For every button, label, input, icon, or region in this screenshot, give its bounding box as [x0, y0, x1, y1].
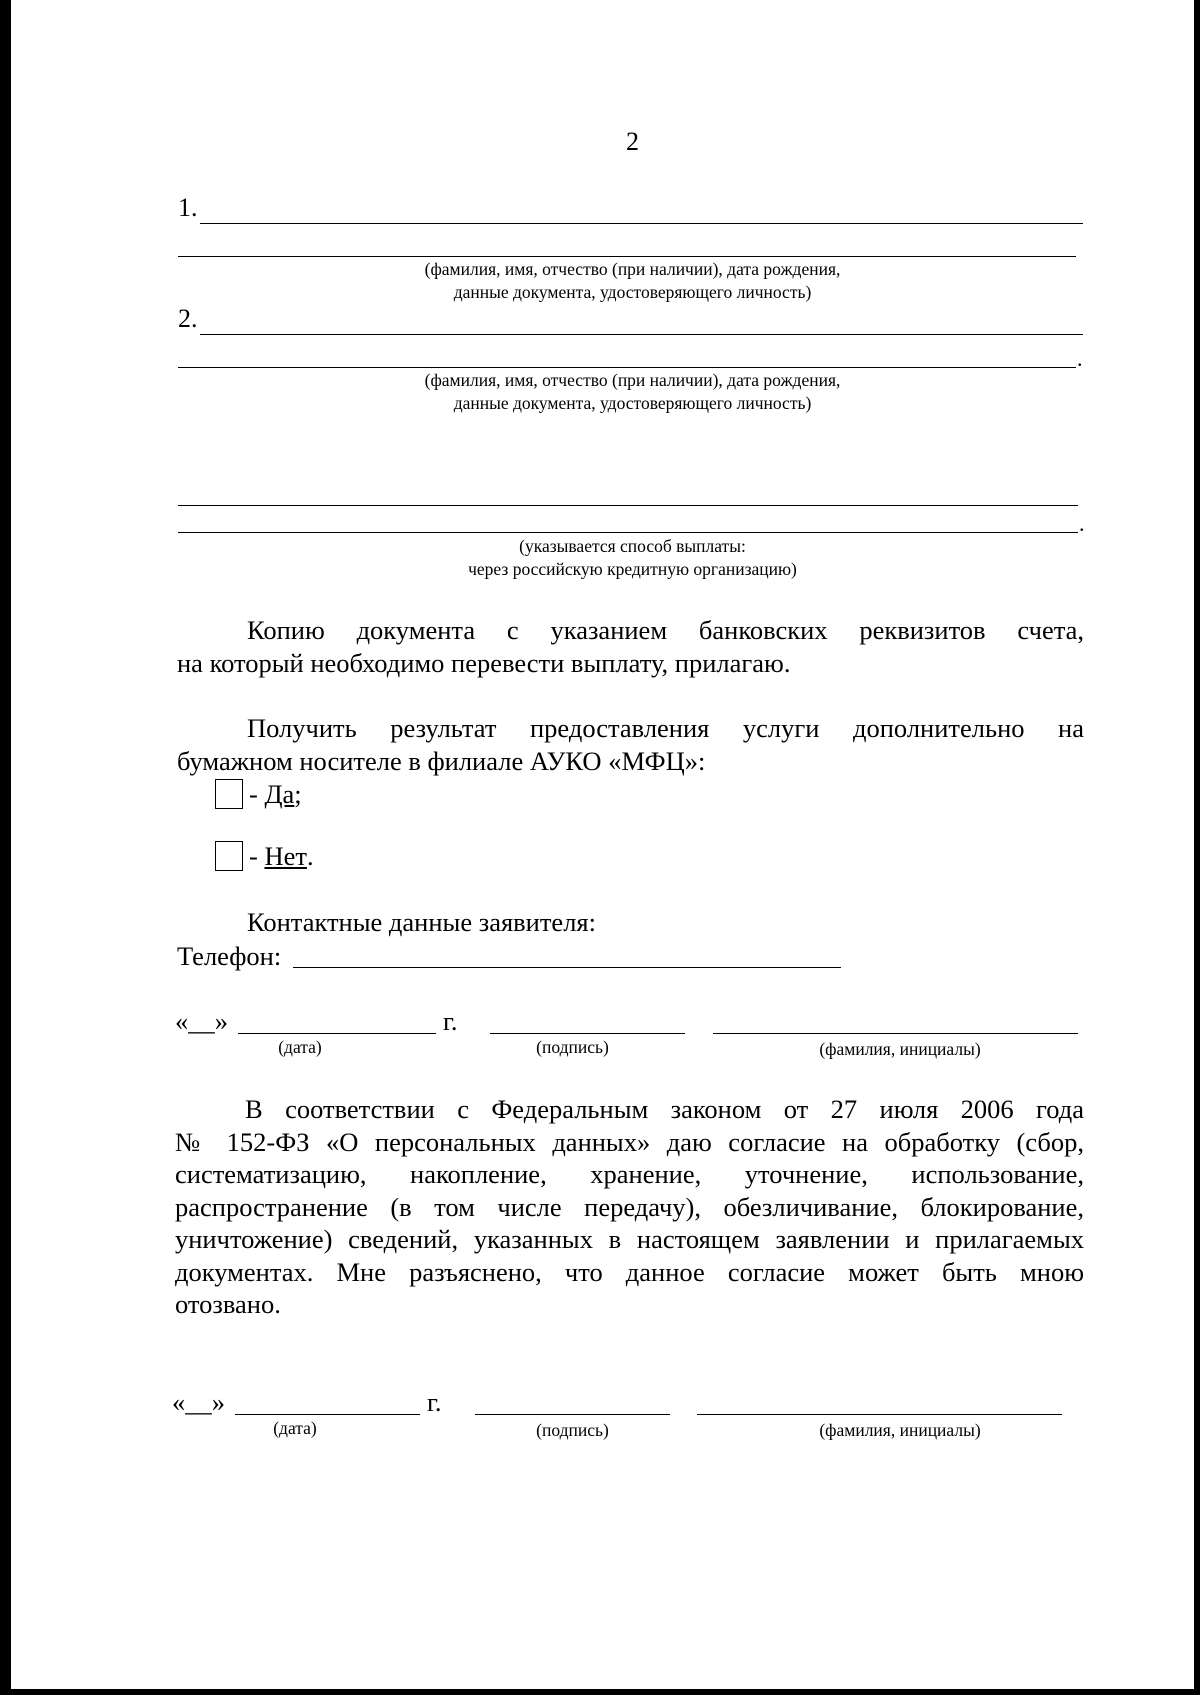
phone-label: Телефон:: [177, 941, 282, 971]
year-suffix-2: г.: [427, 1387, 442, 1417]
applicant-1-label: 1.: [178, 193, 198, 222]
consent-line-6: документах. Мне разъяснено, что данное согласие может быть мною: [175, 1256, 1084, 1287]
applicant-2-caption-line-2: данные документа, удостоверяющего личность): [453, 393, 812, 413]
applicant-2-caption: [300, 369, 965, 415]
consent-line-3: систематизацию, накопление, хранение, уточнение, использование,: [175, 1159, 1084, 1189]
contacts-heading: Контактные данные заявителя:: [247, 907, 596, 937]
date-label-2: (дата): [273, 1418, 317, 1438]
year-suffix-1: г.: [443, 1006, 458, 1036]
payment-line-end-dot: .: [1079, 511, 1085, 536]
consent-line-5: уничтожение) сведений, указанных в настоящем заявлении и прилагаемых: [175, 1224, 1084, 1254]
no-checkbox[interactable]: [215, 841, 243, 871]
date-field-1[interactable]: [238, 1033, 436, 1034]
page-number: 2: [626, 127, 639, 156]
applicant-1-line-1[interactable]: [200, 223, 1083, 224]
bank-copy-line-2: на который необходимо перевести выплату, прилагаю.: [177, 647, 791, 678]
name-label-2: (фамилия, инициалы): [819, 1420, 981, 1440]
payment-method-caption: [340, 535, 925, 581]
bank-copy-paragraph: [177, 614, 1084, 679]
date-label-1: (дата): [278, 1037, 322, 1057]
option-yes-suffix: ;: [294, 779, 302, 809]
applicant-2-line-end-dot: .: [1077, 346, 1083, 371]
payment-caption-line-2: через российскую кредитную организацию): [468, 559, 797, 579]
applicant-2-line-2[interactable]: [178, 367, 1076, 368]
applicant-1-caption: [300, 258, 965, 304]
option-yes-dash: -: [249, 779, 258, 809]
option-yes[interactable]: [215, 778, 302, 810]
applicant-2-caption-line-1: (фамилия, имя, отчество (при наличии), дата рождения,: [424, 370, 841, 390]
date-day-quote-1: «__»: [175, 1006, 228, 1036]
scan-border-bottom: [0, 1689, 1200, 1695]
signature-label-1: (подпись): [536, 1037, 609, 1057]
payment-method-line-2[interactable]: [178, 532, 1078, 533]
consent-line-2: № 152-ФЗ «О персональных данных» даю согласие на обработку (сбор,: [175, 1126, 1084, 1157]
name-label-1: (фамилия, инициалы): [819, 1039, 981, 1059]
option-no-suffix: .: [306, 841, 314, 871]
consent-line-7: отозвано.: [175, 1289, 281, 1319]
yes-checkbox[interactable]: [215, 779, 243, 809]
paper-result-line-2: бумажном носителе в филиале АУКО «МФЦ»:: [177, 745, 706, 776]
option-no[interactable]: [215, 840, 314, 872]
applicant-1-line-2[interactable]: [178, 256, 1076, 257]
scan-border-right: [1194, 0, 1200, 1695]
signature-field-2[interactable]: [475, 1414, 670, 1415]
applicant-2-line-1[interactable]: [200, 334, 1083, 335]
payment-method-line-1[interactable]: [178, 505, 1078, 506]
option-no-label: Нет: [264, 841, 307, 871]
consent-line-1: В соответствии с Федеральным законом от 27 июля 2006 года: [245, 1094, 1084, 1124]
applicant-1-caption-line-2: данные документа, удостоверяющего личность): [453, 282, 812, 302]
scan-border-left: [0, 0, 11, 1695]
signature-label-2: (подпись): [536, 1420, 609, 1440]
signature-field-1[interactable]: [490, 1033, 685, 1034]
date-day-quote-2: «__»: [172, 1387, 225, 1417]
phone-field[interactable]: [293, 967, 841, 968]
name-field-2[interactable]: [697, 1414, 1062, 1415]
consent-paragraph: [175, 1093, 1084, 1321]
option-no-dash: -: [249, 841, 258, 871]
date-field-2[interactable]: [235, 1414, 420, 1415]
applicant-1-caption-line-1: (фамилия, имя, отчество (при наличии), дата рождения,: [424, 259, 841, 279]
name-field-1[interactable]: [713, 1033, 1078, 1034]
applicant-2-label: 2.: [178, 304, 198, 333]
payment-caption-line-1: (указывается способ выплаты:: [519, 536, 746, 556]
paper-result-paragraph: [177, 712, 1084, 777]
option-yes-label: Да: [264, 779, 295, 809]
paper-result-line-1: Получить результат предоставления услуги дополнительно на: [247, 713, 1084, 743]
consent-line-4: распространение (в том числе передачу), обезличивание, блокирование,: [175, 1191, 1084, 1222]
bank-copy-line-1: Копию документа с указанием банковских реквизитов счета,: [247, 615, 1084, 645]
